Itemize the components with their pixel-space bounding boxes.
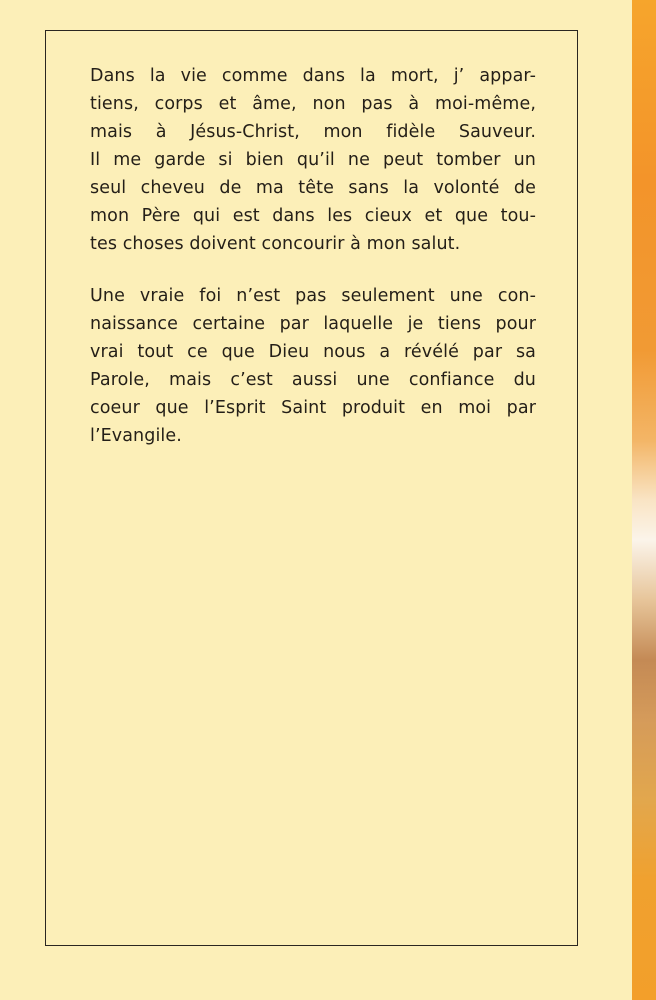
paragraph-line: coeur que l’Esprit Saint produit en moi par: [90, 398, 536, 418]
paragraph-line: vrai tout ce que Dieu nous a révélé par sa: [90, 342, 536, 362]
paragraph-line: tiens, corps et âme, non pas à moi-même,: [90, 94, 536, 114]
paragraph-line: Parole, mais c’est aussi une confiance du: [90, 370, 536, 390]
paragraph-line: mon Père qui est dans les cieux et que tou-: [90, 206, 536, 226]
paragraph-line: Une vraie foi n’est pas seulement une con-: [90, 286, 536, 306]
paragraph-line: Dans la vie comme dans la mort, j’ appar-: [90, 66, 536, 86]
paragraph-2: [90, 282, 536, 450]
paragraph-1: [90, 62, 536, 258]
paragraph-line: seul cheveu de ma tête sans la volonté de: [90, 178, 536, 198]
paragraph-line: naissance certaine par laquelle je tiens pour: [90, 314, 536, 334]
paragraph-line: mais à Jésus-Christ, mon fidèle Sauveur.: [90, 122, 536, 142]
paragraph-line: tes choses doivent concourir à mon salut.: [90, 234, 461, 254]
paragraph-line: Il me garde si bien qu’il ne peut tomber un: [90, 150, 536, 170]
page-edge-strip: [632, 0, 656, 1000]
paragraph-line: l’Evangile.: [90, 426, 182, 446]
